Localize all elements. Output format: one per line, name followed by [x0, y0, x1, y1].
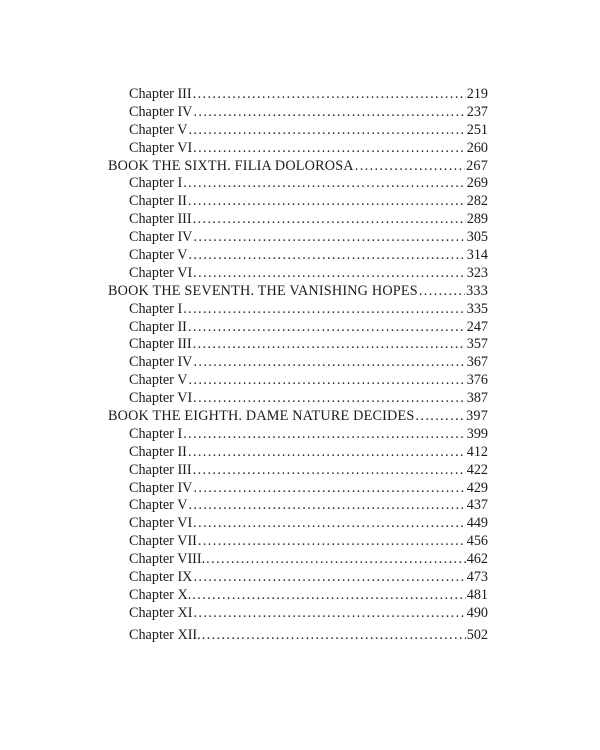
toc-entry	[108, 533, 488, 551]
toc-entry-page: 437	[466, 497, 488, 514]
toc-entry-label: Chapter IV	[129, 354, 193, 371]
toc-entry-page: 490	[466, 604, 488, 621]
toc-entry	[108, 354, 488, 372]
toc-entry-label: Chapter II	[129, 193, 187, 210]
toc-entry	[108, 301, 488, 319]
dot-leader	[193, 140, 466, 158]
toc-entry	[108, 86, 488, 104]
toc-entry	[108, 587, 488, 605]
toc-entry-page: 335	[466, 300, 488, 317]
dot-leader	[193, 354, 465, 372]
dot-leader	[193, 569, 465, 587]
toc-entry-page: 387	[466, 390, 488, 407]
toc-entry-label: Chapter XI	[129, 604, 193, 621]
toc-entry	[108, 480, 488, 498]
toc-entry-label: Chapter VI	[129, 515, 193, 532]
dot-leader	[188, 247, 465, 265]
toc-entry-page: 399	[466, 425, 488, 442]
toc-entry-label: Chapter I	[129, 175, 183, 192]
toc-entry-label: Chapter III	[129, 336, 192, 353]
toc-entry	[108, 140, 488, 158]
toc-book-heading	[108, 158, 488, 176]
toc-entry-page: 314	[466, 247, 488, 264]
dot-leader	[193, 462, 466, 480]
toc-entry	[108, 605, 488, 623]
toc-entry-page: 251	[466, 121, 488, 138]
toc-entry	[108, 122, 488, 140]
dot-leader	[206, 551, 466, 569]
toc-entry-page: 412	[466, 443, 488, 460]
toc-entry	[108, 515, 488, 533]
toc-entry-page: 429	[466, 479, 488, 496]
toc-entry-label: Chapter III	[129, 86, 192, 102]
toc-entry-page: 323	[466, 264, 488, 281]
toc-entry	[108, 265, 488, 283]
toc-entry-label: Chapter VII	[129, 533, 197, 550]
dot-leader	[192, 587, 465, 605]
toc-book-label: BOOK THE SIXTH. FILIA DOLOROSA	[108, 157, 354, 174]
dot-leader	[183, 175, 466, 193]
dot-leader	[193, 336, 466, 354]
toc-entry	[108, 319, 488, 337]
toc-entry-page: 282	[466, 193, 488, 210]
toc-entry	[108, 426, 488, 444]
dot-leader	[193, 480, 465, 498]
toc-entry-label: Chapter IV	[129, 229, 193, 246]
toc-entry	[108, 390, 488, 408]
toc-entry-label: Chapter III	[129, 461, 192, 478]
toc-entry-label: Chapter II	[129, 318, 187, 335]
toc-entry-page: 289	[466, 211, 488, 228]
toc-entry	[108, 497, 488, 515]
toc-entry-label: Chapter VIII.	[129, 551, 206, 568]
dot-leader	[193, 515, 466, 533]
dot-leader	[202, 627, 466, 645]
toc-entry-label: Chapter V	[129, 497, 188, 514]
toc-entry	[108, 211, 488, 229]
toc-book-heading	[108, 283, 488, 301]
dot-leader	[188, 319, 466, 337]
toc-entry-label: Chapter I	[129, 300, 183, 317]
toc-entry-label: Chapter IV	[129, 479, 193, 496]
toc-entry	[108, 444, 488, 462]
toc-entry-page: 449	[466, 515, 488, 532]
toc-entry-page: 305	[466, 229, 488, 246]
toc-entry-page: 456	[466, 533, 488, 550]
toc-entry-label: Chapter VI	[129, 390, 193, 407]
toc-entry-label: Chapter VI	[129, 264, 193, 281]
dot-leader	[355, 158, 465, 176]
dot-leader	[188, 193, 466, 211]
toc-entry-label: Chapter IV	[129, 103, 193, 120]
dot-leader	[198, 533, 466, 551]
dot-leader	[188, 372, 465, 390]
dot-leader	[193, 86, 466, 104]
toc-book-label: BOOK THE EIGHTH. DAME NATURE DECIDES	[108, 408, 415, 425]
dot-leader	[419, 283, 465, 301]
toc-entry-page: 367	[466, 354, 488, 371]
toc-entry-label: Chapter I	[129, 425, 183, 442]
toc-entry-page: 481	[466, 586, 488, 603]
toc-entry-label: Chapter III	[129, 211, 192, 228]
toc-entry-page: 267	[466, 157, 488, 174]
toc-entry	[108, 104, 488, 122]
toc-entry	[108, 193, 488, 211]
toc-entry	[108, 336, 488, 354]
toc-entry	[108, 627, 488, 645]
toc-book-heading	[108, 408, 488, 426]
toc-entry	[108, 247, 488, 265]
toc-entry-page: 473	[466, 569, 488, 586]
dot-leader	[193, 390, 466, 408]
toc-entry-label: Chapter VI	[129, 139, 193, 156]
toc-entry	[108, 175, 488, 193]
toc-entry	[108, 462, 488, 480]
toc-entry-page: 376	[466, 372, 488, 389]
table-of-contents	[108, 86, 488, 645]
toc-entry-page: 502	[466, 626, 488, 643]
toc-entry-page: 219	[466, 86, 488, 102]
toc-entry-label: Chapter IX	[129, 569, 193, 586]
toc-entry	[108, 551, 488, 569]
toc-entry-page: 269	[466, 175, 488, 192]
dot-leader	[193, 104, 465, 122]
toc-entry-label: Chapter V	[129, 372, 188, 389]
toc-entry-page: 247	[466, 318, 488, 335]
dot-leader	[188, 497, 465, 515]
toc-book-label: BOOK THE SEVENTH. THE VANISHING HOPES	[108, 282, 418, 299]
toc-entry-page: 397	[466, 408, 488, 425]
dot-leader	[193, 605, 465, 623]
toc-entry-page: 357	[466, 336, 488, 353]
toc-entry-label: Chapter II	[129, 443, 187, 460]
dot-leader	[183, 426, 466, 444]
toc-entry-page: 260	[466, 139, 488, 156]
toc-entry-label: Chapter XII.	[129, 626, 201, 643]
dot-leader	[415, 408, 465, 426]
toc-entry-label: Chapter V	[129, 247, 188, 264]
toc-entry-page: 237	[466, 103, 488, 120]
toc-entry-page: 462	[466, 551, 488, 568]
toc-entry-label: Chapter V	[129, 121, 188, 138]
dot-leader	[188, 444, 466, 462]
dot-leader	[193, 229, 465, 247]
dot-leader	[193, 211, 466, 229]
toc-entry-label: Chapter X.	[129, 586, 192, 603]
toc-entry	[108, 229, 488, 247]
dot-leader	[193, 265, 466, 283]
toc-entry-page: 422	[466, 461, 488, 478]
dot-leader	[183, 301, 466, 319]
toc-entry	[108, 372, 488, 390]
dot-leader	[188, 122, 465, 140]
toc-entry	[108, 569, 488, 587]
toc-entry-page: 333	[466, 282, 488, 299]
